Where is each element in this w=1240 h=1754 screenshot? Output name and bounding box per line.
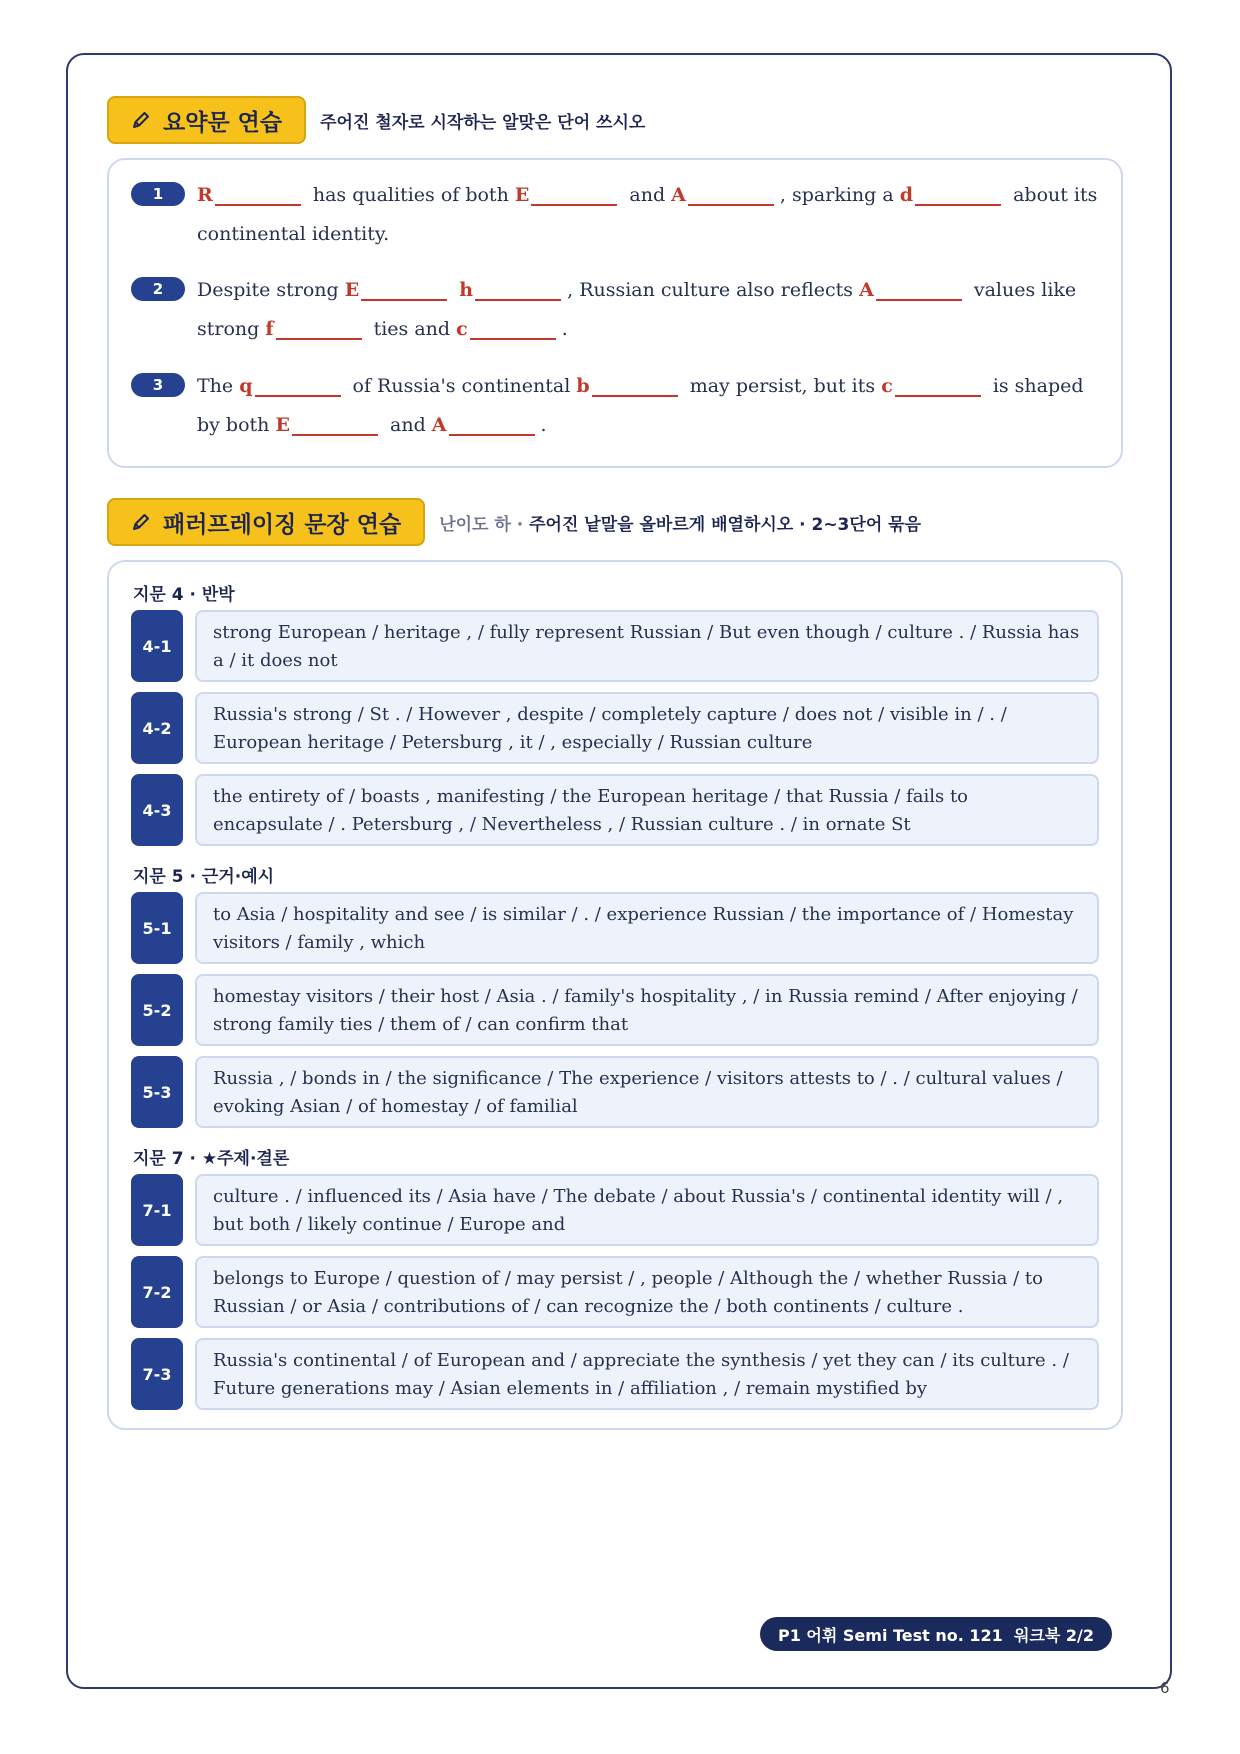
sentence-text: has qualities of both	[312, 184, 509, 206]
initial-letter: E	[275, 414, 290, 436]
pencil-icon	[131, 110, 151, 130]
answer-blank[interactable]	[215, 182, 301, 206]
summary-title-badge	[107, 96, 306, 144]
summary-sentence	[197, 176, 1099, 254]
sentence-text: , Russian culture also reflects	[567, 279, 854, 301]
item-id-badge: 5-2	[131, 974, 183, 1046]
answer-blank[interactable]	[475, 277, 561, 301]
initial-letter: c	[456, 318, 468, 340]
scrambled-phrases: belongs to Europe / question of / may persist / , people / Although the / whether Russia / to Russian / or Asia / contributions of / can recognize the / both continents / culture .	[195, 1256, 1099, 1328]
initial-letter: R	[197, 184, 213, 206]
scrambled-phrases: homestay visitors / their host / Asia . / family's hospitality , / in Russia remind / After enjoying / strong family ties / them of / can confirm that	[195, 974, 1099, 1046]
initial-letter: d	[899, 184, 914, 206]
item-id-badge: 4-1	[131, 610, 183, 682]
scrambled-phrases: Russia's strong / St . / However , despite / completely capture / does not / visible in / . / European heritage / Petersburg , it / , especially / Russian culture	[195, 692, 1099, 764]
scrambled-phrases: the entirety of / boasts , manifesting / the European heritage / that Russia / fails to encapsulate / . Petersburg , / Nevertheless , / Russian culture . / in ornate St	[195, 774, 1099, 846]
page-number: 6	[1160, 1679, 1170, 1697]
paraphrase-row	[131, 892, 1099, 964]
paraphrase-row	[131, 1338, 1099, 1410]
item-id-badge: 7-3	[131, 1338, 183, 1410]
initial-letter: b	[576, 375, 590, 397]
sentence-text: , sparking a	[779, 184, 894, 206]
initial-letter: E	[344, 279, 360, 301]
answer-blank[interactable]	[876, 277, 962, 301]
scrambled-phrases: Russia , / bonds in / the significance / The experience / visitors attests to / . / cultural values / evoking Asian / of homestay / of familial	[195, 1056, 1099, 1128]
initial-letter: A	[431, 414, 447, 436]
item-id-badge: 4-2	[131, 692, 183, 764]
sentence-text: of Russia's continental	[352, 375, 571, 397]
footer-label: P1 어휘 Semi Test no. 121 워크북 2/2	[760, 1617, 1112, 1651]
item-number: 1	[131, 182, 185, 206]
sentence-text: about its continental identity.	[197, 184, 1098, 245]
answer-blank[interactable]	[592, 373, 678, 397]
scrambled-phrases: to Asia / hospitality and see / is similar / . / experience Russian / the importance of / Homestay visitors / family , which	[195, 892, 1099, 964]
answer-blank[interactable]	[470, 316, 556, 340]
paraphrase-header	[107, 498, 921, 546]
sentence-text: and	[390, 414, 426, 436]
summary-title: 요약문 연습	[163, 109, 283, 136]
sentence-text: is shaped by both	[197, 375, 1084, 436]
answer-blank[interactable]	[915, 182, 1001, 206]
answer-blank[interactable]	[276, 316, 362, 340]
initial-letter: A	[859, 279, 874, 301]
paraphrase-instruction	[439, 510, 921, 535]
passage-group-label: 지문 7 · ★주제·결론	[133, 1149, 290, 1169]
paraphrase-title: 패러프레이징 문장 연습	[163, 511, 402, 538]
initial-letter: A	[671, 184, 686, 206]
initial-letter: q	[239, 375, 253, 397]
item-number: 3	[131, 373, 185, 397]
scrambled-phrases: Russia's continental / of European and / appreciate the synthesis / yet they can / its culture . / Future generations may / Asian elements in / affiliation , / remain mystified by	[195, 1338, 1099, 1410]
item-id-badge: 5-3	[131, 1056, 183, 1128]
sentence-text: and	[629, 184, 666, 206]
initial-letter: c	[881, 375, 893, 397]
scrambled-phrases: culture . / influenced its / Asia have / The debate / about Russia's / continental identity will / , but both / likely continue / Europe and	[195, 1174, 1099, 1246]
sentence-text: The	[197, 375, 234, 397]
paraphrase-row	[131, 1256, 1099, 1328]
summary-box	[107, 158, 1123, 468]
paraphrase-row	[131, 1056, 1099, 1128]
passage-group-label: 지문 4 · 반박	[133, 585, 235, 605]
sentence-text: may persist, but its	[689, 375, 876, 397]
item-id-badge: 7-2	[131, 1256, 183, 1328]
answer-blank[interactable]	[531, 182, 617, 206]
sentence-text: ties and	[373, 318, 451, 340]
pencil-icon	[131, 512, 151, 532]
answer-blank[interactable]	[361, 277, 447, 301]
instruction-text: 주어진 낱말을 올바르게 배열하시오 · 2~3단어 묶음	[529, 514, 921, 535]
summary-sentence	[197, 271, 1099, 349]
item-id-badge: 7-1	[131, 1174, 183, 1246]
answer-blank[interactable]	[255, 373, 341, 397]
summary-header	[107, 96, 645, 144]
paraphrase-row	[131, 610, 1099, 682]
difficulty-label: 난이도 하 ·	[439, 514, 524, 535]
sentence-text: values like strong	[197, 279, 1077, 340]
paraphrase-row	[131, 774, 1099, 846]
sentence-text: Despite strong	[197, 279, 339, 301]
answer-blank[interactable]	[449, 412, 535, 436]
summary-sentence	[197, 367, 1099, 445]
answer-blank[interactable]	[895, 373, 981, 397]
item-id-badge: 5-1	[131, 892, 183, 964]
paraphrase-row	[131, 692, 1099, 764]
paraphrase-row	[131, 1174, 1099, 1246]
initial-letter: E	[514, 184, 530, 206]
item-number: 2	[131, 277, 185, 301]
initial-letter: h	[459, 279, 474, 301]
sentence-text: .	[540, 414, 547, 436]
sentence-text: .	[561, 318, 568, 340]
answer-blank[interactable]	[688, 182, 774, 206]
summary-instruction: 주어진 철자로 시작하는 알맞은 단어 쓰시오	[320, 112, 646, 133]
paraphrase-row	[131, 974, 1099, 1046]
answer-blank[interactable]	[292, 412, 378, 436]
paraphrase-title-badge	[107, 498, 425, 546]
paraphrase-box	[107, 560, 1123, 1430]
initial-letter: f	[265, 318, 274, 340]
scrambled-phrases: strong European / heritage , / fully represent Russian / But even though / culture . / Russia has a / it does not	[195, 610, 1099, 682]
item-id-badge: 4-3	[131, 774, 183, 846]
passage-group-label: 지문 5 · 근거·예시	[133, 867, 275, 887]
